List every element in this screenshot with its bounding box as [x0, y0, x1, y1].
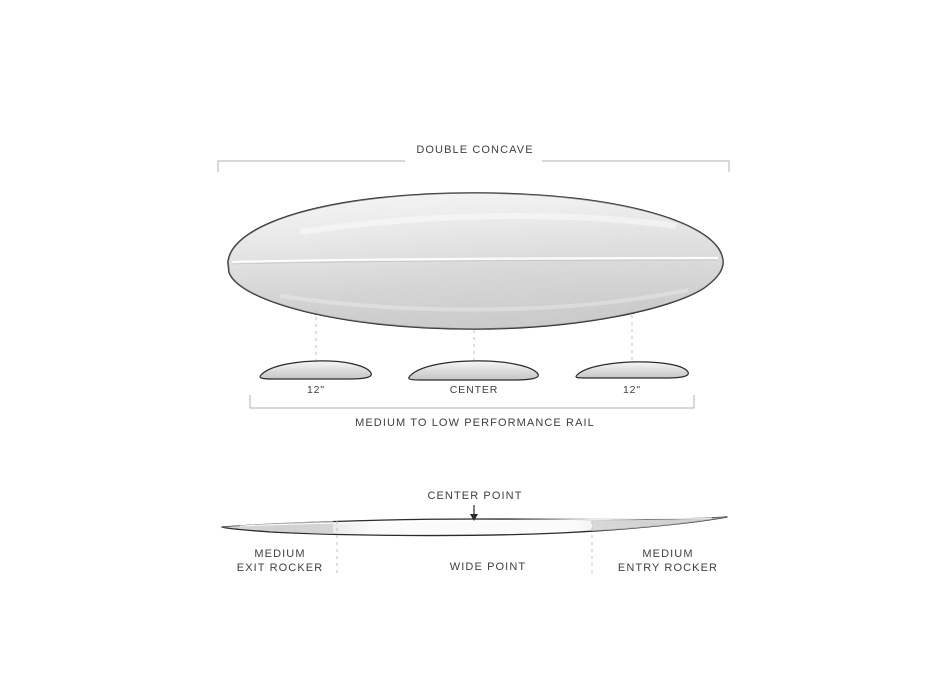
wide-point-label: WIDE POINT [449, 561, 527, 573]
rail-cross-section-nose [576, 362, 688, 378]
entry-rocker-label-line1: MEDIUM [642, 548, 694, 560]
rail-cross-section-center [409, 361, 539, 380]
exit-rocker-label [220, 547, 340, 575]
center-point-label: CENTER POINT [427, 490, 523, 502]
exit-rocker-label-line1: MEDIUM [254, 548, 306, 560]
board-plan-outline [228, 193, 723, 329]
entry-rocker-label [606, 547, 730, 575]
exit-rocker-label-line2: EXIT ROCKER [236, 562, 324, 574]
entry-rocker-label-line2: ENTRY ROCKER [617, 562, 719, 574]
double-concave-bracket [218, 161, 729, 172]
performance-rail-label: MEDIUM TO LOW PERFORMANCE RAIL [355, 417, 595, 429]
tail-section-label: 12" [306, 384, 326, 396]
rail-cross-section-tail [260, 361, 371, 379]
double-concave-label: DOUBLE CONCAVE [416, 144, 534, 156]
center-section-label: CENTER [449, 384, 499, 396]
nose-section-label: 12" [622, 384, 642, 396]
performance-rail-bracket [250, 395, 694, 408]
